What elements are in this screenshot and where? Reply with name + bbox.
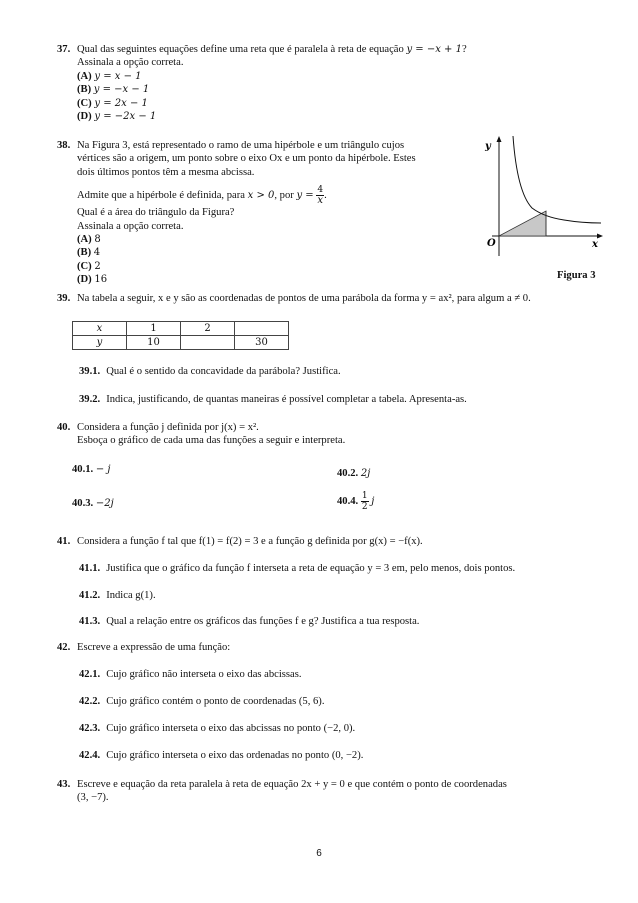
question-number: 38. [57,140,71,151]
question-number: 43. [57,779,71,790]
page-number: 6 [316,848,322,859]
option-c[interactable]: (C) y = 2x − 1 [77,97,148,109]
triangle [499,211,546,236]
subquestion-39-2: 39.2. Indica, justificando, de quantas maneiras é possível completar a tabela. Apresenta-as. [79,394,467,405]
question-41 [57,535,602,548]
option-a[interactable]: (A) y = x − 1 [77,70,142,82]
subquestion-41-3: 41.3. Qual a relação entre os gráficos das funções f e g? Justifica a tua resposta. [79,616,420,627]
subquestion-40-4: 40.4. $\frac{1}{2}$ j [337,491,375,512]
question-number: 42. [57,642,71,653]
question-stem: Na tabela a seguir, x e y são as coordenadas de pontos de uma parábola da forma y = ax², para algum a ≠ 0. [77,293,531,304]
fraction-1-over-2: $\frac{1}{2}$ [361,491,368,512]
option-c[interactable]: (C) 2 [77,260,101,272]
question-39 [57,292,602,305]
subquestion-40-1: 40.1. − j [72,464,111,475]
fraction-4-over-x: $\frac{4}{x}$ [317,185,324,207]
subquestion-41-2: 41.2. Indica g(1). [79,590,156,601]
option-a[interactable]: (A) 8 [77,234,101,246]
question-stem: Qual das seguintes equações define uma reta que é paralela à reta de equação [77,44,404,55]
question-37: 37. Qual das seguintes equações define uma reta que é paralela à reta de equação y = −x + 1? Assinala a opção correta. (A) y = x − 1 (B) y = −x − 1 (C) y = 2x − 1 (D) y = −2x − 1 [57,43,602,123]
subquestion-42-4: 42.4. Cujo gráfico interseta o eixo das ordenadas no ponto (0, −2). [79,750,364,761]
question-42 [57,641,602,654]
instruction: Assinala a opção correta. [77,57,184,69]
table-row: x 1 2 [73,322,289,336]
question-number: 41. [57,536,71,547]
equation: y = −x + 1 [406,44,462,55]
table-row: y 10 30 [73,336,289,350]
y-axis-label: y [485,141,491,152]
question-number: 39. [57,293,71,304]
question-number: 37. [57,44,71,55]
subquestion-40-3: 40.3. −2j [72,498,114,509]
x-axis-arrow [597,234,603,239]
y-axis-arrow [497,136,502,142]
option-b[interactable]: (B) y = −x − 1 [77,84,150,96]
subquestion-41-1: 41.1. Justifica que o gráfico da função f interseta a reta de equação y = 3 em, pelo menos, dois pontos. [79,563,516,574]
x-axis-label: x [592,239,598,250]
hyperbola-branch [513,136,601,223]
option-d[interactable]: (D) 16 [77,274,108,286]
question-40: 40. Considera a função j definida por j(x) = x². Esboça o gráfico de cada uma das funções a seguir e interpreta. [57,422,346,447]
origin-label: O [487,238,496,249]
question-stem: Considera a função f tal que f(1) = f(2) = 3 e a função g definida por g(x) = −f(x). [77,536,423,547]
option-d[interactable]: (D) y = −2x − 1 [77,111,157,123]
question-43: 43. Escreve e equação da reta paralela à reta de equação 2x + y = 0 e que contém o ponto de coordenadas (3, −7). [57,779,507,804]
subquestion-42-3: 42.3. Cujo gráfico interseta o eixo das abcissas no ponto (−2, 0). [79,723,356,734]
subquestion-40-2: 40.2. 2j [337,468,371,479]
question-number: 40. [57,422,71,433]
figure-caption: Figura 3 [557,270,596,281]
question-38: 38. Na Figura 3, está representado o ramo de uma hipérbole e um triângulo cujos vértices são a origem, um ponto sobre o eixo Ox e um ponto da hipérbole. Estes dois últimos pontos têm a mesma abcissa. Admite que a hipérbole é definida, para x > 0, por y = $\frac{4}{x}$ . Qual é a área do triângulo da Figura? Assinala a opção correta. (A) 8 (B) 4 (C) 2 (D) 16 [57,139,602,287]
figure-3-hyperbola-diagram [474,132,604,260]
subquestion-42-1: 42.1. Cujo gráfico não interseta o eixo das abcissas. [79,669,302,680]
coordinates-table [72,321,289,350]
question-stem: Escreve a expressão de uma função: [77,642,231,653]
subquestion-39-1: 39.1. Qual é o sentido da concavidade da parábola? Justifica. [79,366,341,377]
option-b[interactable]: (B) 4 [77,247,101,259]
subquestion-42-2: 42.2. Cujo gráfico contém o ponto de coordenadas (5, 6). [79,696,325,707]
